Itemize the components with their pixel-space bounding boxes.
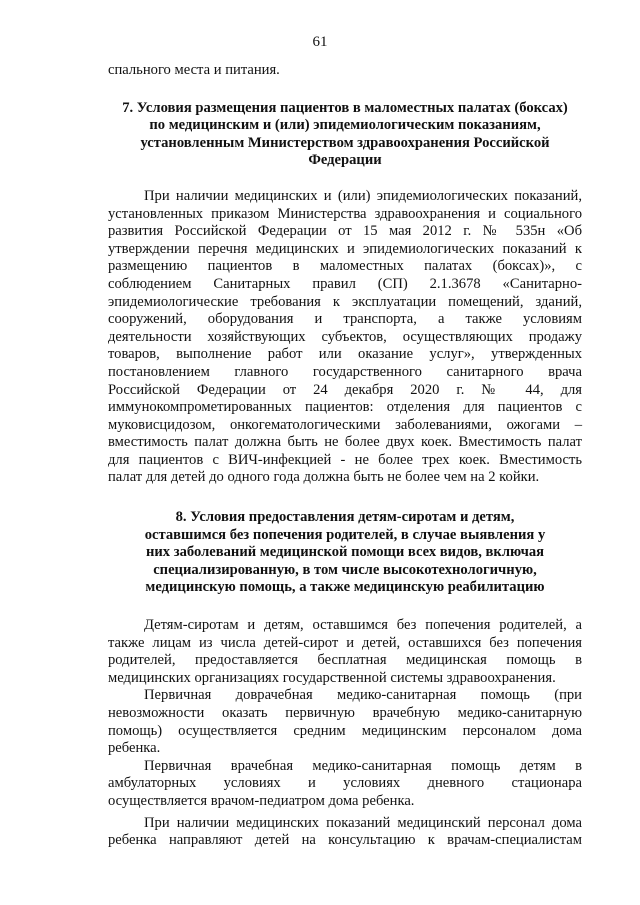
paragraph-line: помощь) осуществляется средним медицинским персоналом дома: [108, 722, 582, 739]
paragraph-line: Первичная врачебная медико-санитарная помощь детям в: [144, 757, 582, 774]
paragraph-line: деятельности хозяйствующих субъектов, осуществляющих продажу: [108, 328, 582, 345]
paragraph-line: установленных приказом Министерства здравоохранения и социального: [108, 205, 582, 222]
paragraph-line: товаров, выполнение работ или оказание услуг», утвержденных: [108, 346, 582, 363]
section-7-title-line: по медицинским и (или) эпидемиологическим показаниям,: [149, 117, 541, 134]
paragraph-line: ребенка направляют детей на консультацию к врачам-специалистам: [108, 832, 582, 849]
section-8-title: [108, 509, 582, 597]
paragraph-line: Детям-сиротам и детям, оставшимся без попечения родителей, а: [144, 617, 582, 634]
paragraph-line: сооружений, оборудования и транспорта, а также условиям: [108, 311, 582, 328]
paragraph-line: вместимость палат должна быть не более двух коек. Вместимость палат: [108, 434, 582, 451]
section-7-paragraph: [108, 188, 582, 487]
section-7-title-line: установленным Министерством здравоохранения Российской: [140, 134, 550, 151]
paragraph-line: ребенка.: [108, 740, 161, 757]
section-8-paragraph-3: [108, 758, 582, 811]
section-7-title: [108, 100, 582, 170]
section-8-paragraph-1: [108, 617, 582, 687]
section-8-paragraph-4: [108, 815, 582, 850]
paragraph-line: невозможности оказать первичную врачебную медико-санитарную: [108, 705, 582, 721]
section-8-title-line: медицинскую помощь, а также медицинскую реабилитацию: [145, 579, 545, 596]
section-8-title-line: оставшимся без попечения родителей, в случае выявления у: [144, 526, 546, 543]
paragraph-line: медицинских организациях государственной системы здравоохранения.: [108, 669, 556, 686]
paragraph-line: соблюдением Санитарных правил (СП) 2.1.3678 «Санитарно-: [108, 275, 582, 292]
section-8-title-line: специализированную, в том числе высокотехнологичную,: [153, 561, 537, 578]
section-8-paragraph-2: [108, 687, 582, 757]
paragraph-line: иммунокомпрометированных пациентов: отделения для пациентов с: [108, 399, 582, 416]
paragraph-line: палат для детей до одного года должна быть не более чем на 2 койки.: [108, 469, 540, 486]
paragraph-line: для пациентов с ВИЧ-инфекцией - не более трех коек. Вместимость: [108, 451, 582, 468]
paragraph-line: При наличии медицинских показаний медицинский персонал дома: [144, 814, 582, 831]
paragraph-line: развития Российской Федерации от 15 мая 2012 г. № 535н «Об: [108, 223, 582, 240]
intro-line: спального места и питания.: [108, 62, 280, 78]
paragraph-line: При наличии медицинских и (или) эпидемиологических показаний,: [144, 187, 582, 204]
paragraph-line: Российской Федерации от 24 декабря 2020 г. № 44, для: [108, 381, 582, 398]
paragraph-line: осуществляется врачом-педиатром дома ребенка.: [108, 792, 415, 809]
page-number: 61: [312, 34, 328, 50]
paragraph-line: Первичная доврачебная медико-санитарная помощь (при: [144, 687, 582, 704]
section-7-title-line: Федерации: [308, 152, 382, 169]
paragraph-line: муковисцидозом, онкогематологическими заболеваниями, ожогами –: [108, 416, 582, 433]
paragraph-line: родителей, предоставляется бесплатная медицинская помощь в: [108, 652, 582, 669]
paragraph-line: эпидемиологические требования к эксплуатации помещений, зданий,: [108, 293, 582, 310]
section-7-title-line: 7. Условия размещения пациентов в маломестных палатах (боксах): [122, 99, 568, 116]
paragraph-line: также лицам из числа детей-сирот и детей, оставшихся без попечения: [108, 634, 582, 651]
section-8-title-line: 8. Условия предоставления детям-сиротам и детям,: [175, 509, 515, 526]
section-8-title-line: них заболеваний медицинской помощи всех видов, включая: [145, 544, 545, 561]
paragraph-line: амбулаторных условиях и условиях дневного стационара: [108, 775, 582, 792]
paragraph-line: постановлением главного государственного санитарного врача: [108, 363, 582, 380]
paragraph-line: утверждении перечня медицинских и эпидемиологических показаний к: [108, 240, 582, 257]
document-body: [108, 62, 582, 850]
paragraph-line: размещению пациентов в маломестных палатах (боксах)», с: [108, 258, 582, 275]
